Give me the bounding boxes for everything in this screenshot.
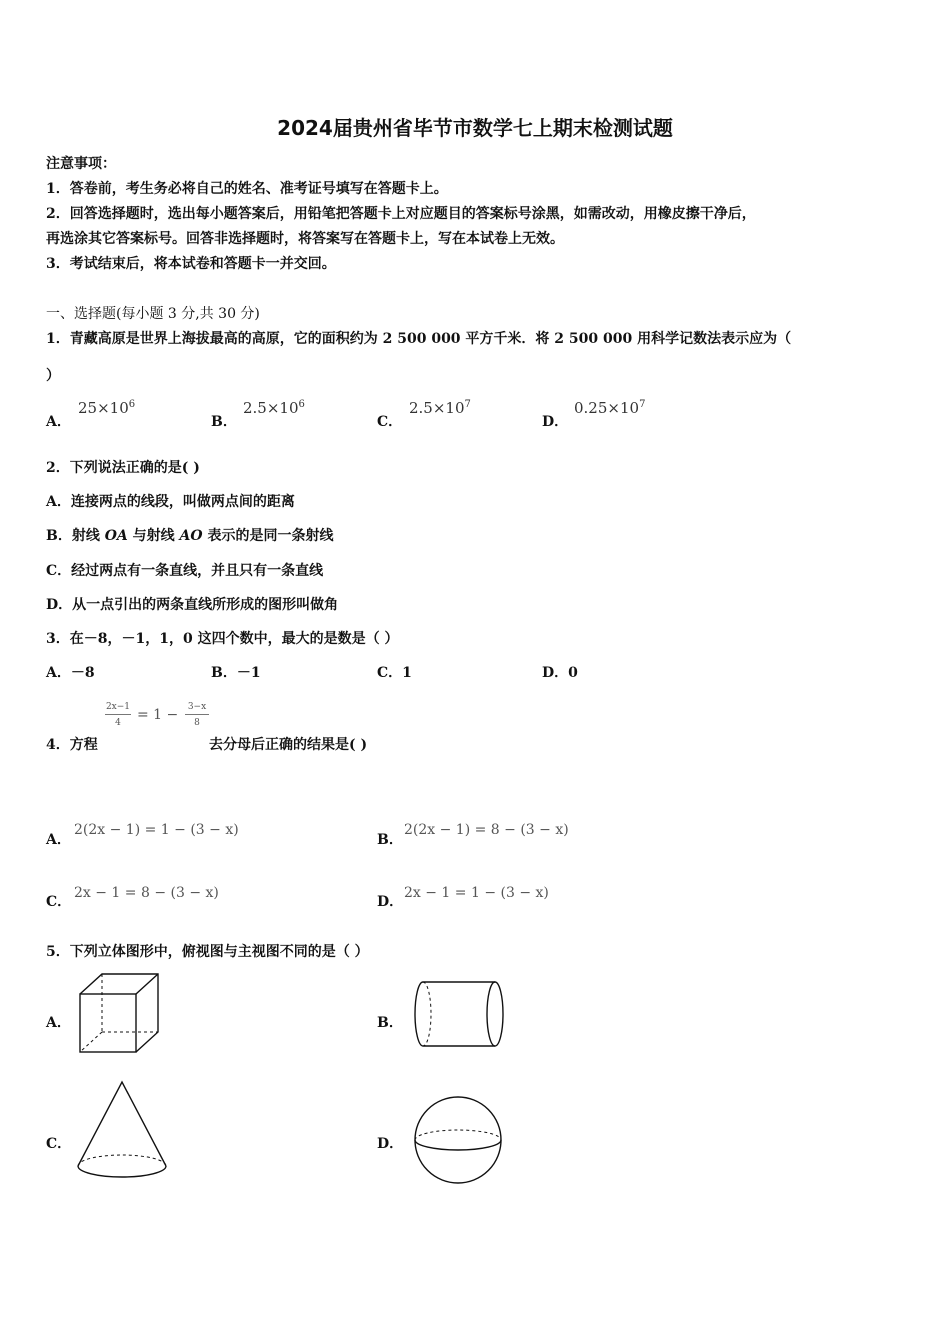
q2-option-b: B．射线 OA 与射线 AO 表示的是同一条射线 [46, 528, 334, 544]
q4-eq-denominator-2: 8 [194, 718, 200, 728]
notice-item-1: 1．答卷前，考生务必将自己的姓名、准考证号填写在答题卡上。 [46, 181, 448, 197]
section-heading: 一、选择题(每小题 3 分,共 30 分) [46, 306, 260, 322]
q4-option-b-label: B． [377, 832, 403, 848]
cone-base-hidden [78, 1155, 166, 1166]
q4-stem-pre: 4．方程 [46, 737, 98, 753]
q4-stem-post: 去分母后正确的结果是( ) [209, 737, 368, 753]
q5-stem: 5．下列立体图形中，俯视图与主视图不同的是（ ） [46, 944, 369, 960]
cone-base-front [78, 1166, 166, 1177]
q1-option-c-value: $2.5\times 10^7$ [409, 399, 471, 417]
q1-option-c-label: C． [377, 414, 403, 430]
q1-option-b-label: B． [211, 414, 237, 430]
cube-hidden-diagonal [80, 1032, 102, 1052]
q4-eq-numerator-2: 3−x [187, 702, 207, 712]
notice-heading: 注意事项： [46, 156, 116, 172]
q4-option-c-expr: 2x − 1 = 8 − (3 − x) [74, 885, 219, 901]
notice-item-2-line-2: 再选涂其它答案标号。回答非选择题时，将答案写在答题卡上，写在本试卷上无效。 [46, 231, 564, 247]
q4-option-a-expr: 2(2x − 1) = 1 − (3 − x) [74, 822, 239, 838]
cylinder-left-end-hidden [423, 982, 431, 1046]
q1-option-d-label: D． [542, 414, 569, 430]
cube-figure [76, 972, 164, 1056]
q2-option-a: A．连接两点的线段，叫做两点间的距离 [46, 494, 295, 510]
q4-eq-middle: = 1 − [137, 707, 179, 723]
notice-item-2-line-1: 2．回答选择题时，选出每小题答案后，用铅笔把答题卡上对应题目的答案标号涂黑，如需改动，用橡皮擦干净后， [46, 206, 756, 222]
page-title: 2024届贵州省毕节市数学七上期末检测试题 [277, 116, 673, 140]
q4-option-b-expr: 2(2x − 1) = 8 − (3 − x) [404, 822, 569, 838]
q4-option-c-label: C． [46, 894, 72, 910]
cube-back-edges [80, 974, 158, 1052]
q4-eq-fraction-bar-1 [105, 714, 131, 715]
q4-option-d-expr: 2x − 1 = 1 − (3 − x) [404, 885, 549, 901]
q1-option-a-value: $25\times 10^6$ [78, 399, 136, 417]
q3-option-b: B．－1 [211, 665, 261, 681]
q5-option-d-label: D． [377, 1136, 404, 1152]
cone-figure [74, 1080, 170, 1190]
q5-option-b-label: B． [377, 1015, 403, 1031]
q3-option-a: A．－8 [46, 665, 95, 681]
sphere-equator-hidden [415, 1130, 501, 1140]
q4-equation [103, 702, 213, 736]
q2-option-d: D．从一点引出的两条直线所形成的图形叫做角 [46, 597, 339, 613]
cube-front-face [80, 994, 136, 1052]
sphere-equator-front [415, 1140, 501, 1150]
q1-stem-line-1: 1．青藏高原是世界上海拔最高的高原，它的面积约为 2 500 000 平方千米．将 2 500 000 用科学记数法表示应为（ [46, 331, 792, 347]
q3-option-d: D．0 [542, 665, 578, 681]
q1-option-b-value: $2.5\times 10^6$ [243, 399, 305, 417]
q2-option-c: C．经过两点有一条直线，并且只有一条直线 [46, 563, 324, 579]
q4-option-d-label: D． [377, 894, 404, 910]
cone-slant-edges [78, 1082, 166, 1166]
q5-option-a-label: A． [46, 1015, 71, 1031]
cube-top-right-edge [136, 974, 158, 994]
q4-eq-fraction-bar-2 [185, 714, 209, 715]
notice-item-3: 3．考试结束后，将本试卷和答题卡一并交回。 [46, 256, 336, 272]
cylinder-left-end-front [415, 982, 423, 1046]
q4-eq-numerator-1: 2x−1 [105, 702, 131, 712]
q2-stem: 2．下列说法正确的是( ) [46, 460, 200, 476]
sphere-figure [411, 1096, 505, 1186]
q1-option-d-value: $0.25\times 10^7$ [574, 399, 646, 417]
q4-option-a-label: A． [46, 832, 71, 848]
sphere-outline [415, 1097, 501, 1183]
cylinder-figure [411, 978, 507, 1050]
q3-option-c: C．1 [377, 665, 412, 681]
q1-stem-line-2: ） [46, 368, 60, 384]
q4-eq-denominator-1: 4 [115, 718, 121, 728]
cylinder-right-end [487, 982, 503, 1046]
q1-option-a-label: A． [46, 414, 71, 430]
q3-stem: 3．在－8，－1，1，0 这四个数中，最大的是数是（ ） [46, 631, 399, 647]
q5-option-c-label: C． [46, 1136, 72, 1152]
